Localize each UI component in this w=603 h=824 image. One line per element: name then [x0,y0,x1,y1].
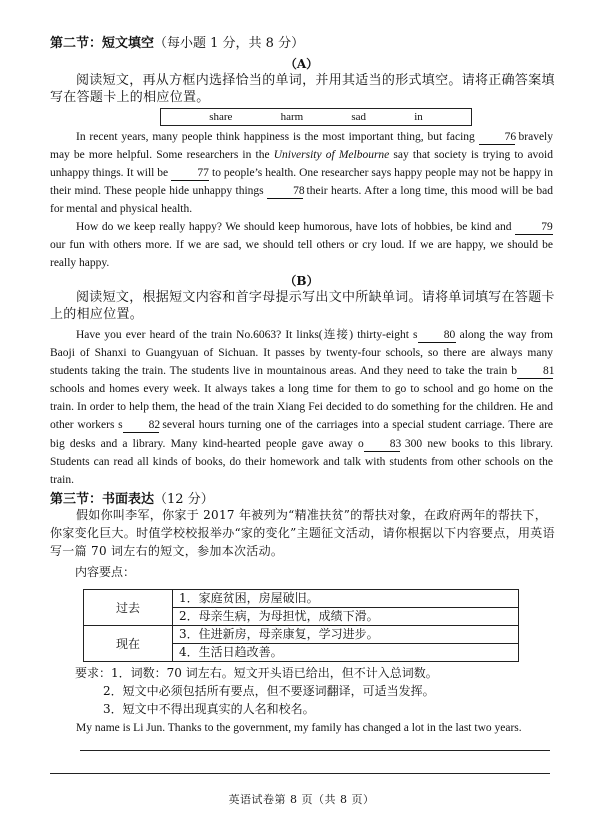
content-points-label: 内容要点： [75,565,136,579]
writing-prompt: 假如你叫李军，你家于 2017 年被列为“精准扶贫”的帮扶对象，在政府两年的帮扶下，你家变化巨大。时值学校校报举办“家的变化”主题征文活动，请你根据以下内容要点，用英语写一篇 70 词左右的短文，参加本次活动。 [50,508,555,558]
passage-text: Have you ever heard of the train No.6063? It links(连接) thirty-eight s [76,329,418,341]
table-point: 2．母亲生病，为母担忧，成绩下滑。 [173,608,519,626]
passage-text: to people’s health. One researcher says happy people may not be happy in their mind. These people hide unhappy things [50,167,553,198]
passage-text: bravely may be more helpful. Some researchers in the [50,131,554,162]
table-point: 4．生活日趋改善。 [173,644,519,662]
section3-points: （12 分） [154,492,214,507]
opening-sentence [50,719,553,738]
passage-text: along the way from Baoji of Shanxi to Guangyuan of Sichuan. It passes by twenty-four schools, so there are always many students taking the train. The students live in mountainous areas. And they need to take the train b [50,329,553,378]
part-a-paragraph-2 [50,218,553,272]
word-option: in [414,111,423,123]
passage-text: 300 new books to this library. Students can read all kinds of books, do their homework and talk with students from other schools on the train. [50,437,553,486]
passage-text: our fun with others more. If we are sad, we should tell others or cry loud. If we are happy, we should be really happy. [50,239,553,270]
table-cell-past: 过去 [84,590,173,626]
section3-heading [50,488,214,507]
blank-78[interactable]: 78 [267,185,303,199]
page-footer: 英语试卷第 8 页（共 8 页） [228,793,375,806]
requirement-2: 2．短文中必须包括所有要点，但不要逐词翻译，可适当发挥。 [103,684,435,698]
word-option: sad [351,111,367,123]
blank-83[interactable]: 83 [364,438,400,452]
passage-text: How do we keep really happy? We should keep humorous, have lots of hobbies, be kind and [76,221,515,233]
table-cell-now: 现在 [84,626,173,662]
requirement-3: 3．短文中不得出现真实的人名和校名。 [103,702,315,716]
table-point: 1．家庭贫困，房屋破旧。 [173,590,519,608]
passage-text: schools and homes every week. It always takes a long time for them to go to school and go home on the train. In order to help them, the head of the train Xiang Fei decided to do something for the children. He and other workers s [50,383,553,432]
footer-divider [50,773,550,774]
part-b-instruction: 阅读短文，根据短文内容和首字母提示写出文中所缺单词。请将单词填写在答题卡上的相应位置。 [50,290,555,322]
requirement-1: 要求：1．词数：70 词左右。短文开头语已给出，但不计入总词数。 [75,666,438,680]
opening-text: My name is Li Jun. Thanks to the government, my family has changed a lot in the last two years. [76,722,522,734]
content-points-table [83,589,519,662]
table-point: 3．住进新房，母亲康复，学习进步。 [173,626,519,644]
part-b-label: （B） [284,274,319,288]
blank-82[interactable]: 82 [123,419,159,433]
word-option: share [209,111,233,123]
blank-81[interactable]: 81 [517,365,553,379]
part-a-paragraph-1 [50,128,553,218]
passage-text: their hearts. After a long time, this mood will be bad for mental and physical health. [50,185,553,216]
section2-title: 第二节：短文填空 [50,36,155,51]
section3-title: 第三节：书面表达 [50,492,155,507]
word-box [160,108,472,126]
writing-line[interactable] [80,750,550,751]
blank-80[interactable]: 80 [418,329,456,343]
part-a-label: （A） [284,57,319,71]
blank-79[interactable]: 79 [515,221,553,235]
section2-points: （每小题 1 分，共 8 分） [154,36,305,51]
passage-text: University of Melbourne [273,149,390,162]
passage-text: say that society is trying to avoid unhappy things. It will be [50,149,553,180]
word-option: harm [280,111,304,123]
blank-76[interactable]: 76 [479,131,515,145]
part-a-instruction: 阅读短文，再从方框内选择恰当的单词，并用其适当的形式填空。请将正确答案填写在答题卡上的相应位置。 [50,73,555,105]
passage-text: several hours turning one of the carriages into a special student carriage. There are big desks and a library. Many kind-hearted people gave away o [50,419,554,450]
blank-77[interactable]: 77 [171,167,209,181]
part-b-paragraph [50,326,553,489]
passage-text: In recent years, many people think happiness is the most important thing, but facing [76,131,479,143]
section2-heading [50,32,304,51]
